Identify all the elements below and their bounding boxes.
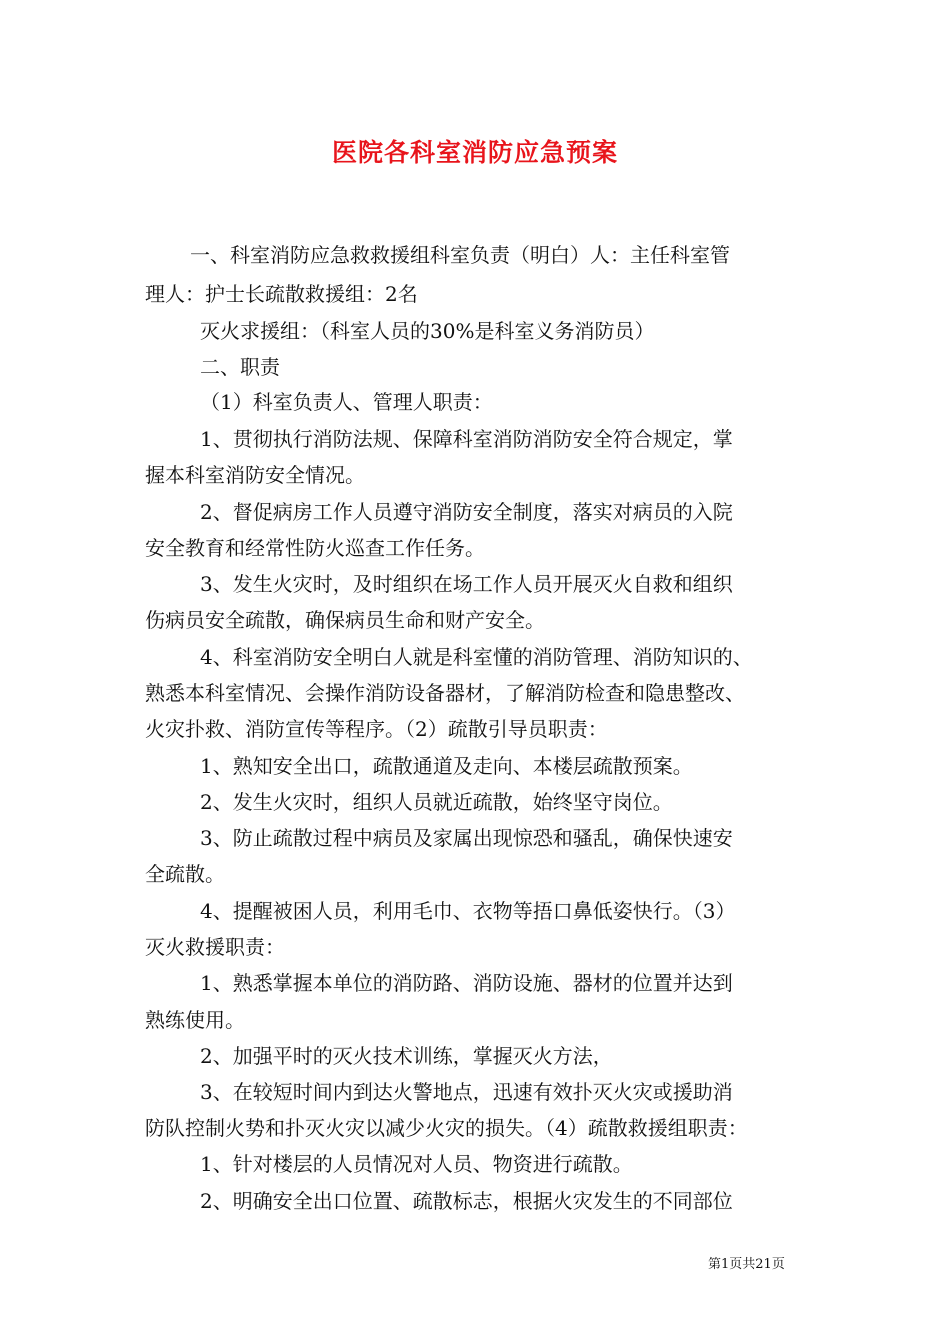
paragraph-line: 4、科室消防安全明白人就是科室懂的消防管理、消防知识的、	[200, 645, 753, 669]
paragraph-line: 熟练使用。	[145, 1008, 245, 1032]
paragraph-line: 1、贯彻执行消防法规、保障科室消防消防安全符合规定，掌	[200, 427, 733, 451]
paragraph-line: 握本科室消防安全情况。	[145, 463, 365, 487]
paragraph-line: 3、防止疏散过程中病员及家属出现惊恐和骚乱，确保快速安	[200, 826, 733, 850]
paragraph-line: 4、提醒被困人员，利用毛巾、衣物等捂口鼻低姿快行。（3）	[200, 899, 736, 923]
paragraph-line: 防队控制火势和扑灭火灾以减少火灾的损失。（4）疏散救援组职责：	[145, 1116, 748, 1140]
paragraph-line: 全疏散。	[145, 862, 225, 886]
paragraph-line: 1、熟悉掌握本单位的消防路、消防设施、器材的位置并达到	[200, 971, 733, 995]
paragraph-line: 灭火救援职责：	[145, 935, 285, 959]
paragraph-line: 二、职责	[200, 355, 280, 379]
paragraph-line: 熟悉本科室情况、会操作消防设备器材，了解消防检查和隐患整改、	[145, 681, 745, 705]
page-number: 第1页共21页	[708, 1257, 785, 1272]
paragraph-line: 伤病员安全疏散，确保病员生命和财产安全。	[145, 608, 545, 632]
paragraph-line: 2、发生火灾时，组织人员就近疏散，始终坚守岗位。	[200, 790, 673, 814]
paragraph-line: 1、熟知安全出口，疏散通道及走向、本楼层疏散预案。	[200, 754, 693, 778]
paragraph-line: 3、在较短时间内到达火警地点，迅速有效扑灭火灾或援助消	[200, 1080, 733, 1104]
document-title: 医院各科室消防应急预案	[331, 138, 618, 167]
paragraph-line: 2、督促病房工作人员遵守消防安全制度，落实对病员的入院	[200, 500, 733, 524]
paragraph-line: 理人：护士长疏散救援组：2名	[145, 282, 418, 306]
paragraph-line: 2、加强平时的灭火技术训练，掌握灭火方法，	[200, 1044, 613, 1068]
paragraph-line: 安全教育和经常性防火巡查工作任务。	[145, 536, 485, 560]
paragraph-line: 一、科室消防应急救救援组科室负责（明白）人：主任科室管	[190, 243, 730, 267]
paragraph-line: 灭火求援组：（科室人员的30%是科室义务消防员）	[200, 319, 655, 343]
paragraph-line: 火灾扑救、消防宣传等程序。（2）疏散引导员职责：	[145, 717, 608, 741]
paragraph-line: 1、针对楼层的人员情况对人员、物资进行疏散。	[200, 1152, 633, 1176]
paragraph-line: 2、明确安全出口位置、疏散标志，根据火灾发生的不同部位	[200, 1189, 733, 1213]
paragraph-line: （1）科室负责人、管理人职责：	[200, 390, 493, 414]
paragraph-line: 3、发生火灾时，及时组织在场工作人员开展灭火自救和组织	[200, 572, 733, 596]
